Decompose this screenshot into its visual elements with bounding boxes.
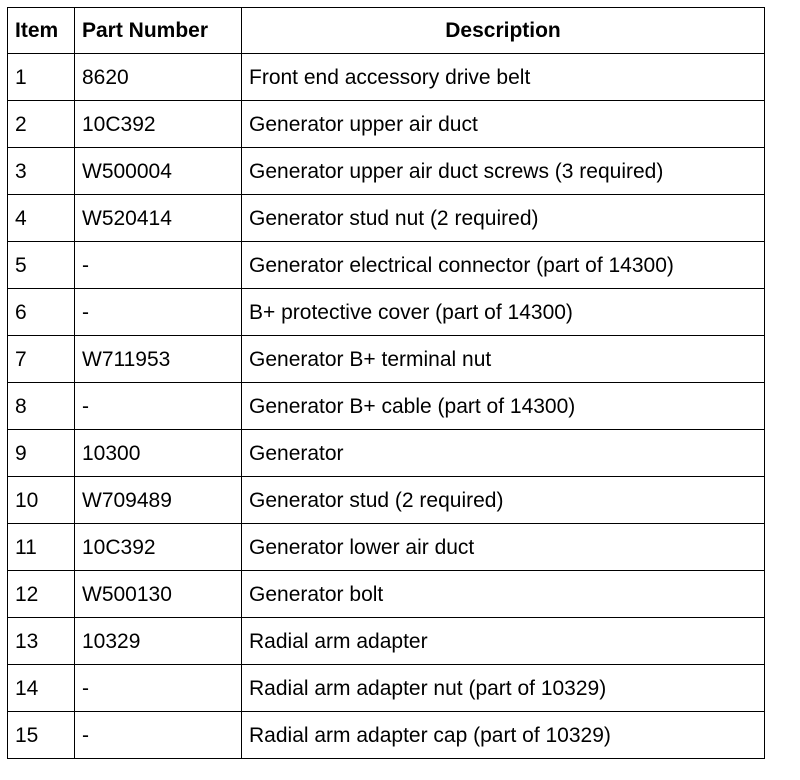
table-row (8, 430, 765, 477)
cell-part-number: W500004 (75, 148, 242, 195)
cell-description: Generator upper air duct screws (3 required) (242, 148, 765, 195)
cell-description: Generator B+ cable (part of 14300) (242, 383, 765, 430)
cell-part-number: 10300 (75, 430, 242, 477)
cell-part-number: 10329 (75, 618, 242, 665)
table-row (8, 665, 765, 712)
table-row (8, 477, 765, 524)
cell-item: 5 (8, 242, 75, 289)
cell-part-number: - (75, 712, 242, 759)
cell-item: 11 (8, 524, 75, 571)
cell-item: 4 (8, 195, 75, 242)
cell-part-number: - (75, 242, 242, 289)
table-body (8, 54, 765, 759)
cell-description: Generator upper air duct (242, 101, 765, 148)
table-row (8, 618, 765, 665)
cell-item: 9 (8, 430, 75, 477)
cell-item: 13 (8, 618, 75, 665)
cell-description: Generator (242, 430, 765, 477)
cell-item: 10 (8, 477, 75, 524)
cell-item: 15 (8, 712, 75, 759)
table-row (8, 712, 765, 759)
cell-part-number: W711953 (75, 336, 242, 383)
cell-description: Generator stud nut (2 required) (242, 195, 765, 242)
cell-part-number: 10C392 (75, 524, 242, 571)
parts-table (7, 7, 765, 759)
cell-item: 7 (8, 336, 75, 383)
cell-item: 8 (8, 383, 75, 430)
table-row (8, 571, 765, 618)
cell-description: Front end accessory drive belt (242, 54, 765, 101)
cell-part-number: 8620 (75, 54, 242, 101)
table-row (8, 289, 765, 336)
cell-part-number: W500130 (75, 571, 242, 618)
cell-part-number: - (75, 383, 242, 430)
cell-item: 6 (8, 289, 75, 336)
cell-item: 12 (8, 571, 75, 618)
cell-item: 2 (8, 101, 75, 148)
cell-item: 3 (8, 148, 75, 195)
cell-item: 1 (8, 54, 75, 101)
table-row (8, 54, 765, 101)
cell-description: B+ protective cover (part of 14300) (242, 289, 765, 336)
cell-description: Generator lower air duct (242, 524, 765, 571)
cell-part-number: W520414 (75, 195, 242, 242)
cell-description: Generator stud (2 required) (242, 477, 765, 524)
table-row (8, 195, 765, 242)
cell-part-number: - (75, 665, 242, 712)
cell-item: 14 (8, 665, 75, 712)
cell-description: Radial arm adapter (242, 618, 765, 665)
table-row (8, 336, 765, 383)
cell-description: Radial arm adapter cap (part of 10329) (242, 712, 765, 759)
header-item: Item (8, 8, 75, 54)
cell-description: Generator B+ terminal nut (242, 336, 765, 383)
cell-description: Radial arm adapter nut (part of 10329) (242, 665, 765, 712)
header-part-number: Part Number (75, 8, 242, 54)
header-description: Description (242, 8, 765, 54)
table-row (8, 148, 765, 195)
table-row (8, 524, 765, 571)
cell-part-number: W709489 (75, 477, 242, 524)
table-row (8, 242, 765, 289)
cell-part-number: - (75, 289, 242, 336)
table-row (8, 383, 765, 430)
cell-description: Generator electrical connector (part of 14300) (242, 242, 765, 289)
table-row (8, 101, 765, 148)
table-header-row (8, 8, 765, 54)
cell-part-number: 10C392 (75, 101, 242, 148)
cell-description: Generator bolt (242, 571, 765, 618)
